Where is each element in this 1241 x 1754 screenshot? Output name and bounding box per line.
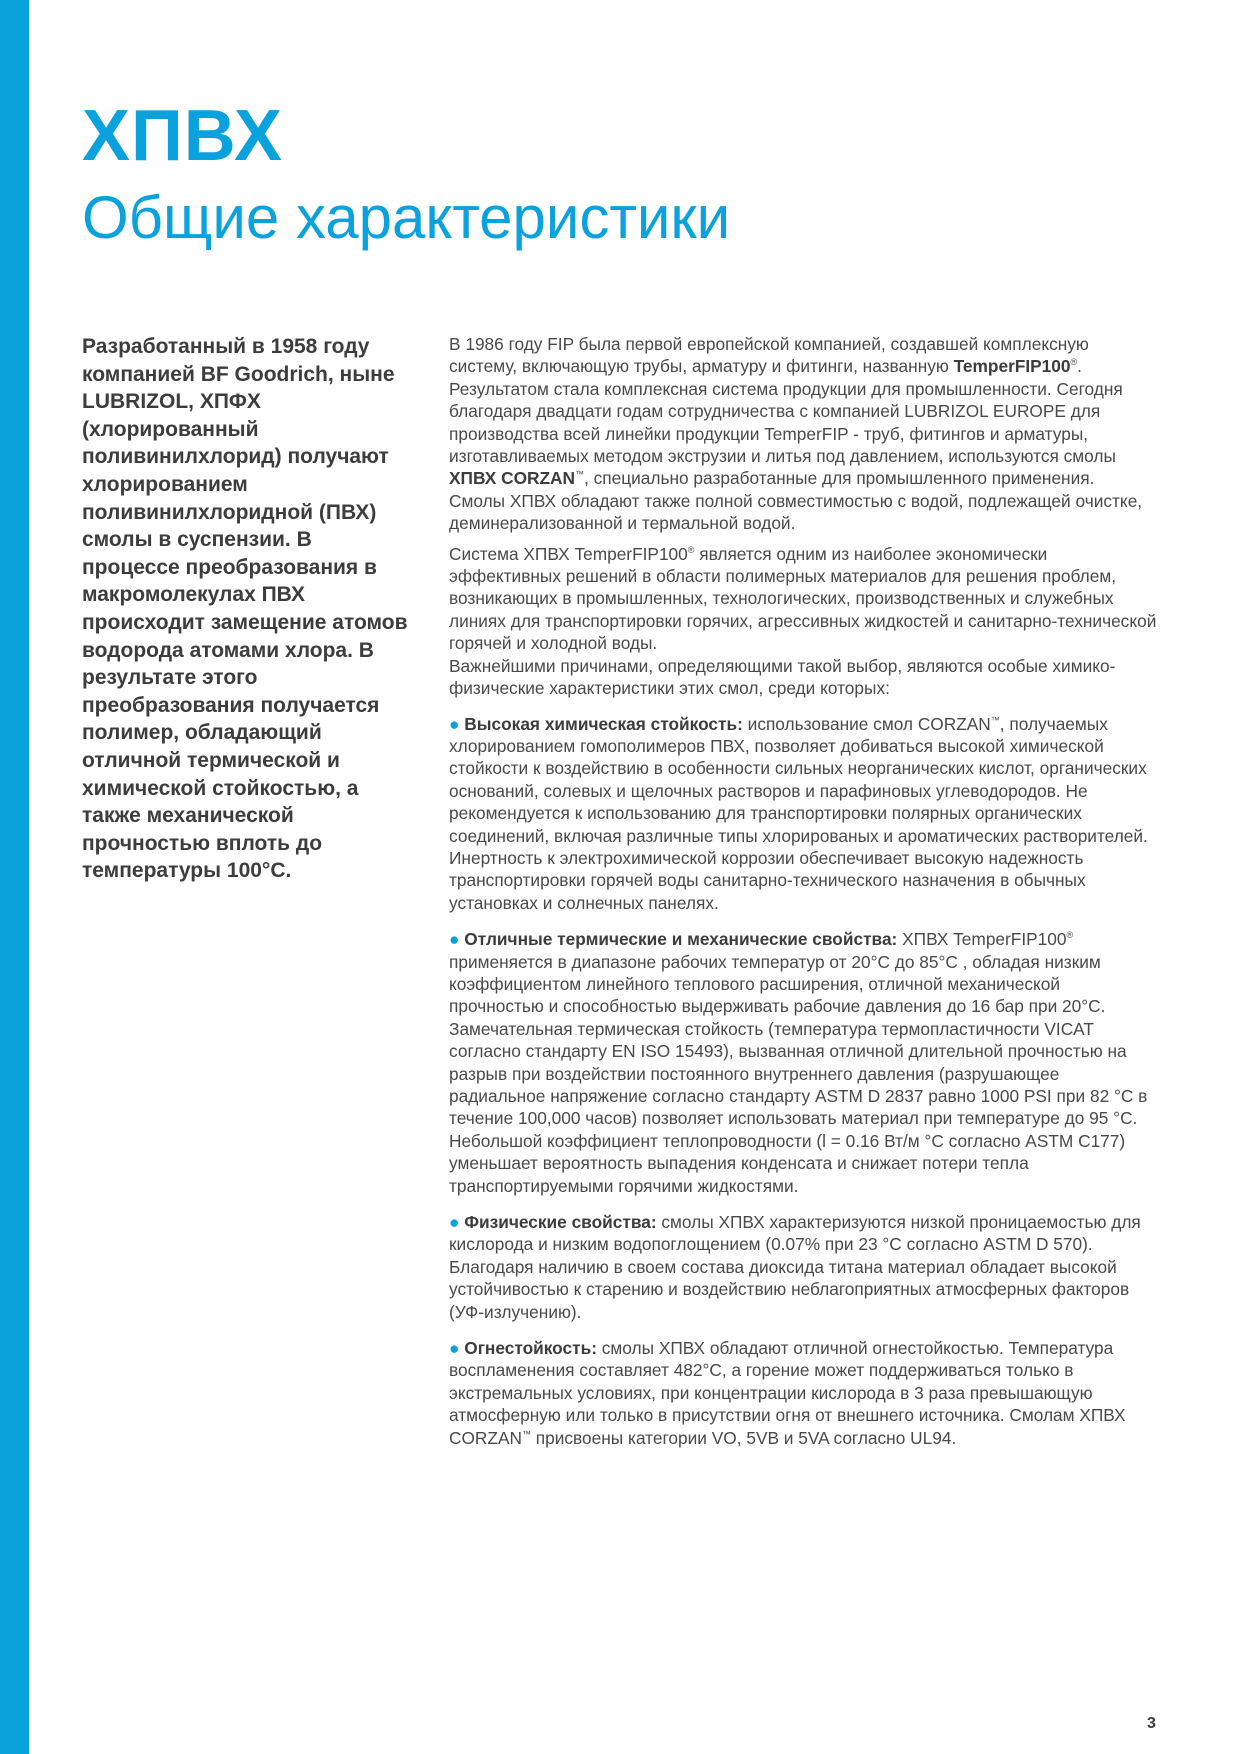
bullet-dot-icon: ● [449, 1338, 460, 1359]
bullet-dot-icon: ● [449, 713, 460, 734]
registered-mark: ® [1066, 930, 1074, 941]
bullet-dot-icon: ● [449, 929, 460, 950]
bullet-dot-icon: ● [449, 1212, 460, 1233]
bullet-physical-properties: ● Физические свойства: смолы ХПВХ характеризуются низкой проницаемостью для кислорода и низким водопоглощением (0.07% при 23 °C согласно ASTM D 570). Благодаря наличию в своем состава диоксида титана материал обладает высокой устойчивостью к старению и воздействию неблагоприятных атмосферных факторов (УФ-излучению). [449, 1212, 1141, 1322]
registered-mark: ® [687, 544, 695, 555]
bullet-heading: Отличные термические и механические свойства: [464, 929, 898, 950]
resin-name: ХПВХ CORZAN [449, 468, 576, 489]
registered-mark: ® [1070, 357, 1078, 368]
page-title: ХПВХ [82, 96, 284, 176]
bullet-thermal-mechanical: ● Отличные термические и механические свойства: ХПВХ TemperFIP100® применяется в диапазоне рабочих температур от 20°C до 85°C , обладая низким коэффициентом линейного теплового расширения, отличной механической прочностью и способностью выдерживать рабочие давления до 16 бар при 20°C. Замечательная термическая стойкость (температура термопластичности VICAT согласно стандарту EN ISO 15493), вызванная отличной длительной прочностью на разрыв при воздействии постоянного внутреннего давления (разрушающее радиальное напряжение согласно стандарту ASTM D 2837 равно 1000 PSI при 82 °C в течение 100,000 часов) позволяет использовать материал при температуре до 95 °C. Небольшой коэффициент теплопроводности (l = 0.16 Вт/м °C согласно ASTM C177) уменьшает вероятность выпадения конденсата и снижает потери тепла транспортируемыми горячими жидкостями. [449, 929, 1148, 1196]
body-column [449, 333, 1157, 1449]
bullet-heading: Высокая химическая стойкость: [464, 713, 743, 734]
brand-name: TemperFIP100 [953, 356, 1071, 377]
trademark-mark: ™ [990, 714, 1000, 725]
accent-side-bar [0, 0, 29, 1754]
body-paragraph-2: Смолы ХПВХ обладают также полной совместимостью с водой, подлежащей очистке, деминерализованной и термальной водой. [449, 490, 1143, 534]
body-paragraph-1: В 1986 году FIP была первой европейской компанией, создавшей комплексную систему, включающую трубы, арматуру и фитинги, названную TemperFIP100®. Результатом стала комплексная система продукции для промышленности. Сегодня благодаря двадцати годам сотрудничества с компанией LUBRIZOL EUROPE для производства всей линейки продукции TemperFIP - труб, фитингов и арматуры, изготавливаемых методом экструзии и литья под давлением, используются смолы ХПВХ CORZAN™, специально разработанные для промышленного применения. [449, 334, 1123, 489]
body-paragraph-3: Система ХПВХ TemperFIP100® является одним из наиболее экономически эффективных решений в области полимерных материалов для решения проблем, возникающих в промышленных, технологических, производственных и служебных линиях для транспортировки горячих, агрессивных жидкостей и санитарно-технической горячей и холодной воды. [449, 543, 1157, 654]
page-number: 3 [1147, 1715, 1156, 1732]
bullet-heading: Огнестойкость: [464, 1338, 597, 1359]
body-paragraph-4: Важнейшими причинами, определяющими такой выбор, являются особые химико-физические характеристики этих смол, среди которых: [449, 655, 1116, 699]
page-subtitle: Общие характеристики [82, 184, 731, 251]
intro-paragraph: Разработанный в 1958 году компанией BF Goodrich, ныне LUBRIZOL, ХПФХ (хлорированный поливинилхлорид) получают хлорированием поливинилхлоридной (ПВХ) смолы в суспензии. В процессе преобразования в макромолекулах ПВХ происходит замещение атомов водорода атомами хлора. В результате этого преобразования получается полимер, обладающий отличной термической и химической стойкостью, а также механической прочностью вплоть до температуры 100°C. [82, 335, 408, 883]
trademark-mark: ™ [575, 469, 585, 480]
bullet-fire-resistance: ● Огнестойкость: смолы ХПВХ обладают отличной огнестойкостью. Температура воспламенения составляет 482°C, а горение может поддерживаться только в экстремальных условиях, при концентрации кислорода в 3 раза превышающую атмосферную или только в присутствии огня от внешнего источника. Смолам ХПВХ CORZAN™ присвоены категории VO, 5VB и 5VA согласно UL94. [449, 1338, 1126, 1448]
bullet-heading: Физические свойства: [464, 1212, 657, 1233]
bullet-chemical-resistance: ● Высокая химическая стойкость: использование смол CORZAN™, получаемых хлорированием гомополимеров ПВХ, позволяет добиваться высокой химической стойкости к воздействию в особенности сильных неорганических кислот, органических оснований, солевых и щелочных растворов и парафиновых углеводородов. Не рекомендуется к использованию для транспортировки полярных органических соединений, включая различные типы хлорированых и ароматических растворителей. Инертность к электрохимической коррозии обеспечивает высокую надежность транспортировки горячей воды санитарно-технического назначения в обычных установках и солнечных панелях. [449, 713, 1148, 913]
trademark-mark: ™ [521, 1428, 531, 1439]
